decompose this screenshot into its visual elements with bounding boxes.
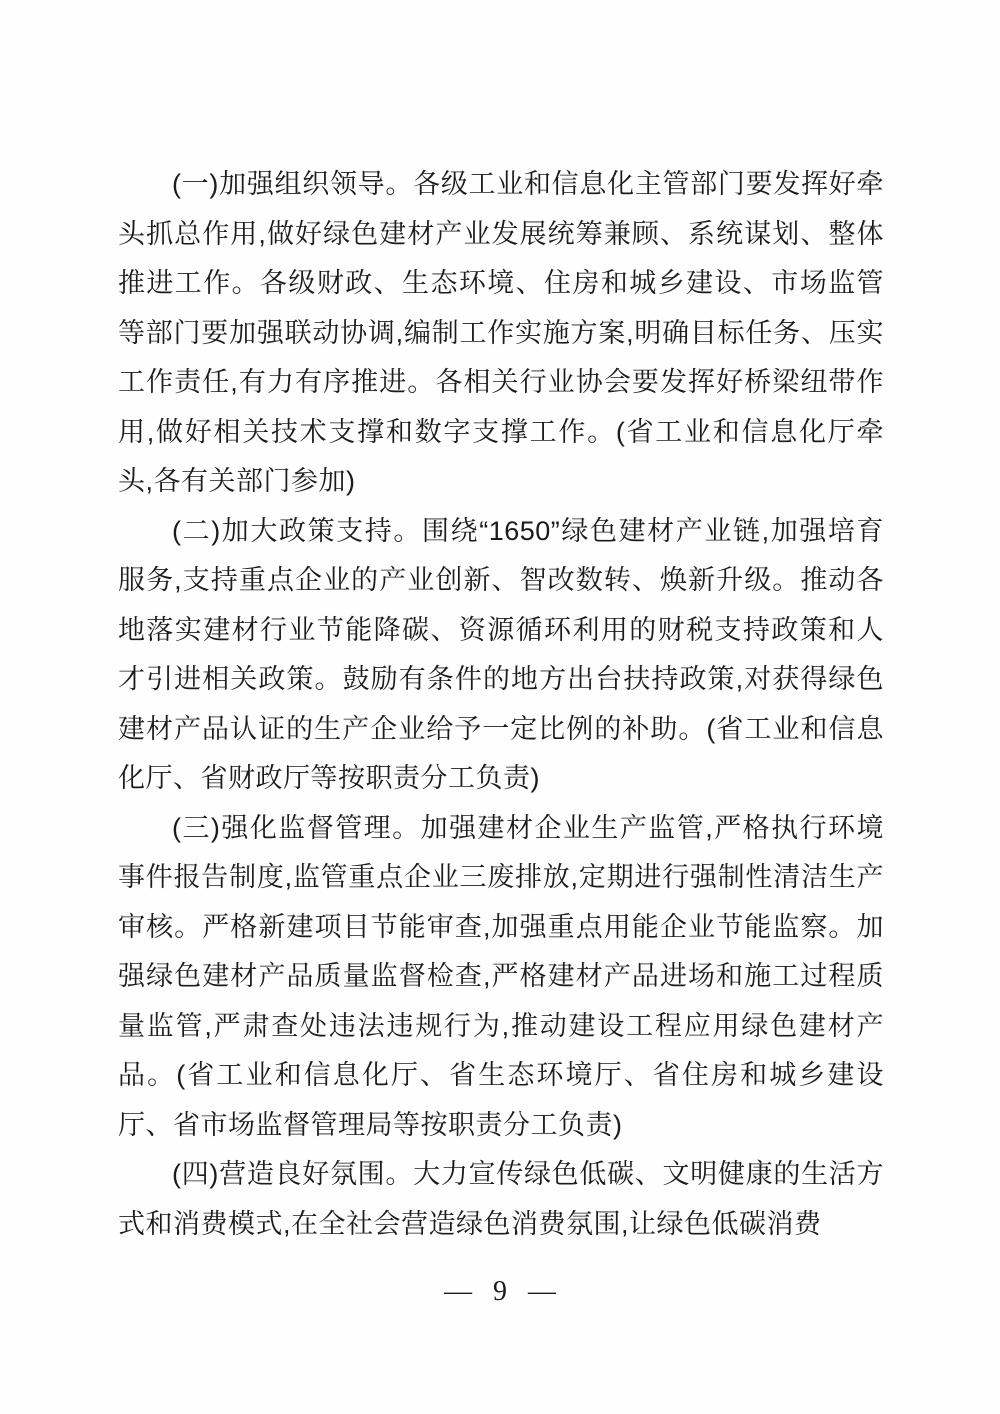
paragraph: (四)营造良好氛围。大力宣传绿色低碳、文明健康的生活方式和消费模式,在全社会营造绿色消费氛围,让绿色低碳消费 [118, 1159, 884, 1239]
document-body [118, 160, 884, 1249]
footer-dash-left: — [444, 1276, 472, 1307]
footer-dash-right: — [528, 1276, 556, 1307]
paragraph: (一)加强组织领导。各级工业和信息化主管部门要发挥好牵头抓总作用,做好绿色建材产业发展统筹兼顾、系统谋划、整体推进工作。各级财政、生态环境、住房和城乡建设、市场监管等部门要加强联动协调,编制工作实施方案,明确目标任务、压实工作责任,有力有序推进。各相关行业协会要发挥好桥梁纽带作用,做好相关技术支撑和数字支撑工作。(省工业和信息化厅牵头,各有关部门参加) [118, 169, 884, 496]
paragraph: (二)加大政策支持。围绕“1650”绿色建材产业链,加强培育服务,支持重点企业的产业创新、智改数转、焕新升级。推动各地落实建材行业节能降碳、资源循环利用的财税支持政策和人才引进相关政策。鼓励有条件的地方出台扶持政策,对获得绿色建材产品认证的生产企业给予一定比例的补助。(省工业和信息化厅、省财政厅等按职责分工负责) [118, 515, 884, 793]
paragraph: (三)强化监督管理。加强建材企业生产监管,严格执行环境事件报告制度,监管重点企业三废排放,定期进行强制性清洁生产审核。严格新建项目节能审查,加强重点用能企业节能监察。加强绿色建材产品质量监督检查,严格建材产品进场和施工过程质量监管,严肃查处违法违规行为,推动建设工程应用绿色建材产品。(省工业和信息化厅、省生态环境厅、省住房和城乡建设厅、省市场监督管理局等按职责分工负责) [118, 812, 884, 1140]
page-footer [0, 1276, 1000, 1308]
page-number: 9 [493, 1276, 507, 1307]
